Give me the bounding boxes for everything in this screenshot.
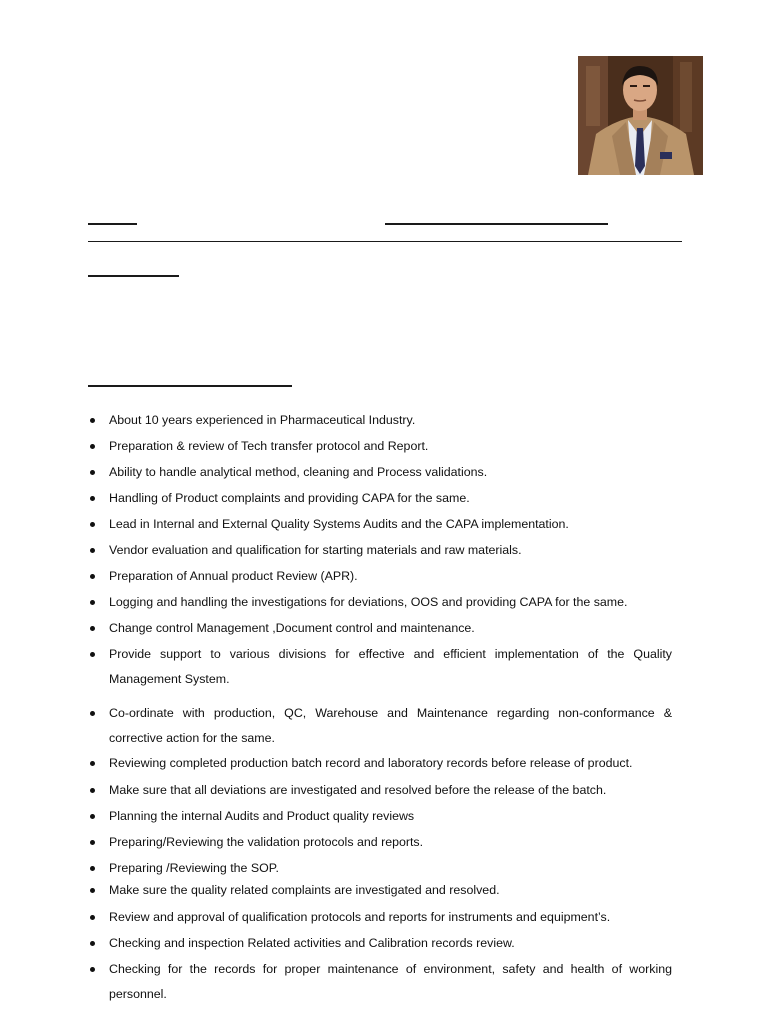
bullet-icon	[90, 600, 95, 605]
bullet-icon	[90, 788, 95, 793]
bullet-icon	[90, 522, 95, 527]
bullet-icon	[90, 814, 95, 819]
bullet-icon	[90, 470, 95, 475]
list-item: Vendor evaluation and qualification for starting materials and raw materials.	[88, 538, 672, 563]
list-item: Logging and handling the investigations for deviations, OOS and providing CAPA for the same.	[88, 590, 672, 615]
list-item: Ability to handle analytical method, cleaning and Process validations.	[88, 460, 672, 485]
list-item: Reviewing completed production batch record and laboratory records before release of product.	[88, 751, 672, 776]
list-item: Planning the internal Audits and Product quality reviews	[88, 804, 672, 829]
bullet-icon	[90, 652, 95, 657]
bullet-icon	[90, 888, 95, 893]
heading-underline-4	[88, 385, 292, 387]
list-item: Lead in Internal and External Quality Systems Audits and the CAPA implementation.	[88, 512, 672, 537]
list-item: Checking and inspection Related activities and Calibration records review.	[88, 931, 672, 956]
list-item: Provide support to various divisions for effective and efficient implementation of the Quality Management System.	[88, 642, 672, 692]
bullet-icon	[90, 711, 95, 716]
profile-photo	[578, 56, 703, 175]
bullet-icon	[90, 967, 95, 972]
bullet-icon	[90, 840, 95, 845]
section-divider	[88, 241, 682, 242]
bullet-icon	[90, 548, 95, 553]
bullet-icon	[90, 941, 95, 946]
bullet-icon	[90, 866, 95, 871]
bullet-icon	[90, 626, 95, 631]
list-item: Handling of Product complaints and providing CAPA for the same.	[88, 486, 672, 511]
bullet-icon	[90, 761, 95, 766]
bullet-icon	[90, 496, 95, 501]
bullet-icon	[90, 418, 95, 423]
bullet-icon	[90, 915, 95, 920]
heading-underline-1	[88, 223, 137, 225]
portrait-photo-icon	[578, 56, 703, 175]
bullet-icon	[90, 574, 95, 579]
list-item: Co-ordinate with production, QC, Warehouse and Maintenance regarding non-conformance & corrective action for the same.	[88, 701, 672, 751]
bullet-icon	[90, 444, 95, 449]
heading-underline-3	[88, 275, 179, 277]
heading-underline-2	[385, 223, 608, 225]
list-item: Preparing/Reviewing the validation protocols and reports.	[88, 830, 672, 855]
list-item: Checking for the records for proper maintenance of environment, safety and health of working personnel.	[88, 957, 672, 1007]
list-item: Change control Management ,Document control and maintenance.	[88, 616, 672, 641]
list-item: Make sure the quality related complaints are investigated and resolved.	[88, 878, 672, 903]
list-item: Review and approval of qualification protocols and reports for instruments and equipment’s.	[88, 905, 672, 930]
list-item: Preparing /Reviewing the SOP.	[88, 856, 672, 881]
list-item: About 10 years experienced in Pharmaceutical Industry.	[88, 408, 672, 433]
list-item: Make sure that all deviations are investigated and resolved before the release of the batch.	[88, 778, 672, 803]
list-item: Preparation of Annual product Review (APR).	[88, 564, 672, 589]
list-item: Preparation & review of Tech transfer protocol and Report.	[88, 434, 672, 459]
